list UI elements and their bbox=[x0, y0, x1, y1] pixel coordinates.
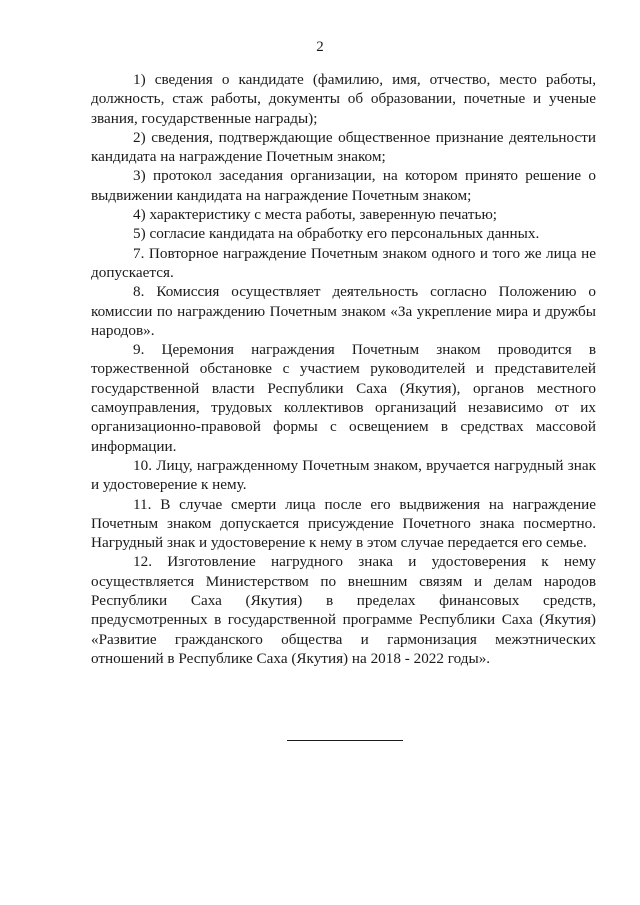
page-number: 2 bbox=[316, 39, 324, 55]
paragraph-clause-12: 12. Изготовление нагрудного знака и удостоверения к нему осуществляется Министерством по внешним связям и делам народов Республики Саха (Якутия) в пределах финансовых средств, предусмотренных в государственной программе Республики Саха (Якутия) «Развитие гражданского общества и гармонизация межэтнических отношений в Республике Саха (Якутия) на 2018 - 2022 годы». bbox=[91, 553, 596, 667]
paragraph-meeting-protocol: 3) протокол заседания организации, на котором принято решение о выдвижении кандидата на награждение Почетным знаком; bbox=[91, 167, 596, 204]
paragraph-public-recognition: 2) сведения, подтверждающие общественное признание деятельности кандидата на награждение Почетным знаком; bbox=[91, 128, 596, 166]
paragraph-work-reference: 4) характеристику с места работы, заверенную печатью; bbox=[133, 206, 498, 224]
paragraph-clause-9: 9. Церемония награждения Почетным знаком проводится в торжественной обстановке с участием руководителей и представителей государственной власти Республики Саха (Якутия), органов местного самоуправления, трудовых коллективов организаций независимо от их организационно-правовой формы с освещением в средствах массовой информации. bbox=[91, 341, 596, 455]
document-body bbox=[91, 70, 596, 668]
paragraph-candidate-info: 1) сведения о кандидате (фамилию, имя, отчество, место работы, должность, стаж работы, документы об образовании, почетные и ученые звания, государственные награды); bbox=[91, 71, 596, 127]
paragraph-clause-8: 8. Комиссия осуществляет деятельность согласно Положению о комиссии по награждению Почетным знаком «За укрепление мира и дружбы народов». bbox=[91, 283, 596, 339]
paragraph-clause-10: 10. Лицу, награжденному Почетным знаком, вручается нагрудный знак и удостоверение к нему. bbox=[91, 456, 596, 494]
paragraph-clause-7: 7. Повторное награждение Почетным знаком одного и того же лица не допускается. bbox=[91, 244, 596, 281]
end-divider-line bbox=[287, 740, 403, 741]
paragraph-personal-data-consent: 5) согласие кандидата на обработку его персональных данных. bbox=[133, 225, 540, 243]
paragraph-clause-11: 11. В случае смерти лица после его выдвижения на награждение Почетным знаком допускается присуждение Почетного знака посмертно. Нагрудный знак и удостоверение к нему в этом случае передается его семье. bbox=[91, 495, 596, 552]
